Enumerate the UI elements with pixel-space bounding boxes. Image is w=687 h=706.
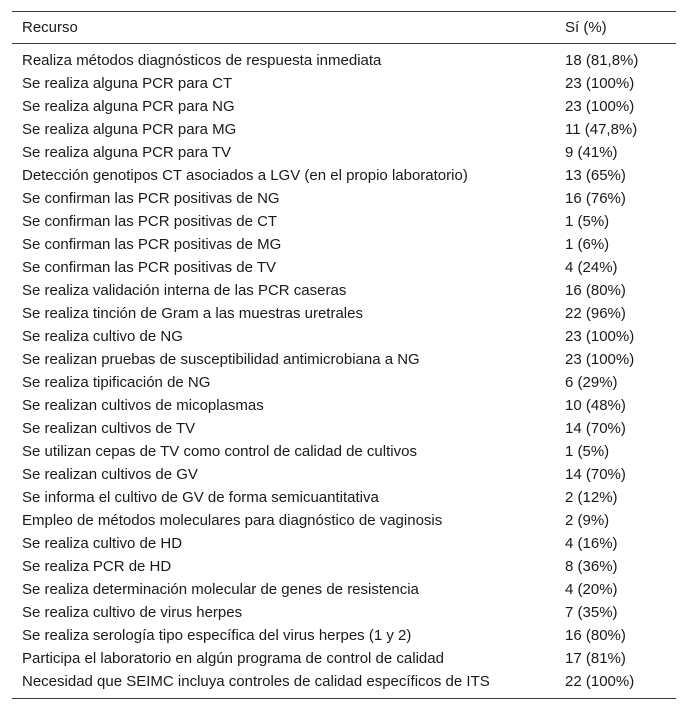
resource-table: [12, 11, 676, 699]
yes-percent-cell: 22 (96%): [565, 305, 626, 322]
resource-cell: Se realiza PCR de HD: [22, 558, 172, 575]
yes-percent-cell: 1 (5%): [565, 213, 610, 230]
column-header-si-pct: Sí (%): [565, 19, 607, 36]
yes-percent-cell: 10 (48%): [565, 397, 626, 414]
table-row: [12, 555, 676, 578]
table-row: [12, 44, 676, 73]
table-row: [12, 141, 676, 164]
table-row: [12, 486, 676, 509]
yes-percent-cell: 13 (65%): [565, 167, 626, 184]
yes-percent-cell: 23 (100%): [565, 75, 635, 92]
table-row: [12, 394, 676, 417]
resource-cell: Se confirman las PCR positivas de MG: [22, 236, 282, 253]
yes-percent-cell: 1 (5%): [565, 443, 610, 460]
table-row: [12, 279, 676, 302]
table-row: [12, 118, 676, 141]
table-header-row: [12, 12, 676, 44]
yes-percent-cell: 9 (41%): [565, 144, 618, 161]
yes-percent-cell: 16 (80%): [565, 282, 626, 299]
resource-cell: Se realiza validación interna de las PCR caseras: [22, 282, 347, 299]
resource-cell: Se informa el cultivo de GV de forma semicuantitativa: [22, 489, 379, 506]
table-row: [12, 233, 676, 256]
table-row: [12, 624, 676, 647]
resource-cell: Se realizan cultivos de TV: [22, 420, 196, 437]
table-row: [12, 601, 676, 624]
table-row: [12, 670, 676, 699]
resource-cell: Se realiza alguna PCR para NG: [22, 98, 235, 115]
resource-cell: Se realiza tipificación de NG: [22, 374, 211, 391]
table-row: [12, 647, 676, 670]
table-row: [12, 210, 676, 233]
resource-cell: Se realiza cultivo de NG: [22, 328, 183, 345]
table-row: [12, 509, 676, 532]
yes-percent-cell: 4 (20%): [565, 581, 618, 598]
table-row: [12, 440, 676, 463]
yes-percent-cell: 16 (80%): [565, 627, 626, 644]
table-body: [12, 44, 676, 699]
resource-cell: Necesidad que SEIMC incluya controles de calidad específicos de ITS: [22, 673, 490, 690]
yes-percent-cell: 4 (24%): [565, 259, 618, 276]
resource-cell: Se realiza alguna PCR para CT: [22, 75, 233, 92]
yes-percent-cell: 2 (9%): [565, 512, 610, 529]
yes-percent-cell: 16 (76%): [565, 190, 626, 207]
yes-percent-cell: 6 (29%): [565, 374, 618, 391]
resource-cell: Se realizan cultivos de GV: [22, 466, 198, 483]
resource-cell: Se utilizan cepas de TV como control de calidad de cultivos: [22, 443, 417, 460]
resource-cell: Se realizan pruebas de susceptibilidad antimicrobiana a NG: [22, 351, 420, 368]
resource-cell: Se confirman las PCR positivas de CT: [22, 213, 278, 230]
yes-percent-cell: 8 (36%): [565, 558, 618, 575]
resource-cell: Detección genotipos CT asociados a LGV (en el propio laboratorio): [22, 167, 468, 184]
resource-cell: Se confirman las PCR positivas de NG: [22, 190, 280, 207]
yes-percent-cell: 4 (16%): [565, 535, 618, 552]
resource-cell: Se realiza determinación molecular de genes de resistencia: [22, 581, 419, 598]
table-row: [12, 371, 676, 394]
table-row: [12, 463, 676, 486]
table-row: [12, 72, 676, 95]
resource-cell: Se realiza cultivo de HD: [22, 535, 183, 552]
column-header-recurso: Recurso: [22, 19, 78, 36]
resource-cell: Se realiza tinción de Gram a las muestras uretrales: [22, 305, 363, 322]
table-row: [12, 164, 676, 187]
table-row: [12, 302, 676, 325]
yes-percent-cell: 11 (47,8%): [565, 121, 638, 138]
resource-table-container: [12, 11, 676, 699]
resource-cell: Realiza métodos diagnósticos de respuesta inmediata: [22, 52, 382, 69]
yes-percent-cell: 14 (70%): [565, 420, 626, 437]
yes-percent-cell: 18 (81,8%): [565, 52, 639, 69]
table-row: [12, 532, 676, 555]
resource-cell: Se confirman las PCR positivas de TV: [22, 259, 276, 276]
resource-cell: Se realiza cultivo de virus herpes: [22, 604, 243, 621]
yes-percent-cell: 23 (100%): [565, 351, 635, 368]
yes-percent-cell: 17 (81%): [565, 650, 626, 667]
yes-percent-cell: 22 (100%): [565, 673, 635, 690]
resource-cell: Participa el laboratorio en algún programa de control de calidad: [22, 650, 444, 667]
yes-percent-cell: 23 (100%): [565, 328, 635, 345]
yes-percent-cell: 23 (100%): [565, 98, 635, 115]
resource-cell: Se realizan cultivos de micoplasmas: [22, 397, 264, 414]
yes-percent-cell: 1 (6%): [565, 236, 610, 253]
table-row: [12, 187, 676, 210]
table-row: [12, 417, 676, 440]
yes-percent-cell: 2 (12%): [565, 489, 618, 506]
table-row: [12, 95, 676, 118]
table-row: [12, 325, 676, 348]
table-row: [12, 348, 676, 371]
resource-cell: Se realiza alguna PCR para TV: [22, 144, 232, 161]
resource-cell: Se realiza serología tipo específica del virus herpes (1 y 2): [22, 627, 412, 644]
table-row: [12, 578, 676, 601]
resource-cell: Empleo de métodos moleculares para diagnóstico de vaginosis: [22, 512, 443, 529]
yes-percent-cell: 14 (70%): [565, 466, 626, 483]
table-row: [12, 256, 676, 279]
yes-percent-cell: 7 (35%): [565, 604, 618, 621]
resource-cell: Se realiza alguna PCR para MG: [22, 121, 237, 138]
